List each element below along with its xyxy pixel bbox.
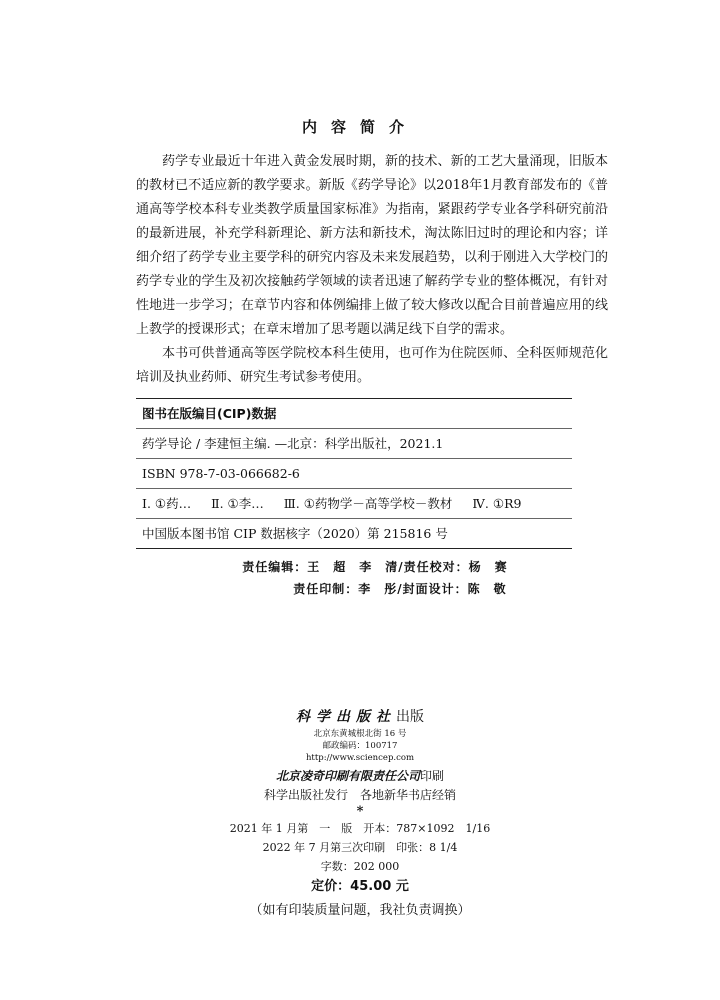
quality-notice: （如有印装质量问题，我社负责调换） <box>249 903 471 918</box>
printer-line <box>0 766 720 786</box>
publisher-line <box>0 706 720 728</box>
intro-paragraph-2: 本书可供普通高等医学院校本科生使用，也可作为住院医师、全科医师规范化培训及执业药师、研究生考试参考使用。 <box>136 346 608 385</box>
publisher-postcode: 邮政编码：100717 <box>322 741 398 751</box>
staff-line-editors: 责任编辑：王 超 李 清/责任校对：杨 赛 <box>242 560 508 574</box>
cip-heading: 图书在版编目(CIP)数据 <box>136 399 572 429</box>
page-title: 内容简介 <box>301 118 418 136</box>
publisher-suffix: 出版 <box>396 709 424 725</box>
staff-line-production: 责任印制：李 彤/封面设计：陈 敬 <box>293 582 507 596</box>
intro-text <box>136 150 608 390</box>
publisher-address: 北京东黄城根北街 16 号 <box>313 729 407 739</box>
printing-line: 2022 年 7 月第三次印刷 印张：8 1/4 <box>262 841 458 854</box>
cip-class-1: Ⅰ. ①药… <box>142 496 192 511</box>
separator-star: * <box>356 804 364 819</box>
cip-classification <box>136 489 572 519</box>
cip-verification: 中国版本图书馆 CIP 数据核字（2020）第 215816 号 <box>142 526 448 541</box>
cip-class-3: Ⅲ. ①药物学－高等学校－教材 <box>283 496 453 511</box>
cip-data-block <box>136 398 572 549</box>
publisher-url: http://www.sciencep.com <box>305 753 415 763</box>
cip-record: 药学导论 / 李建恒主编. —北京：科学出版社，2021.1 <box>136 429 572 459</box>
edition-line: 2021 年 1 月第 一 版 开本：787×1092 1/16 <box>229 822 491 835</box>
printer-name: 北京凌奇印刷有限责任公司 <box>275 769 420 783</box>
colophon <box>0 706 720 922</box>
cip-class-4: Ⅳ. ①R9 <box>472 496 522 511</box>
publisher-logo-text: 科学出版社 <box>296 709 396 725</box>
intro-paragraph-1: 药学专业最近十年进入黄金发展时期，新的技术、新的工艺大量涌现，旧版本的教材已不适应新的教学要求。新版《药学导论》以2018年1月教育部发布的《普通高等学校本科专业类教学质量国家标准》为指南，紧跟药学专业各学科研究前沿的最新进展，补充学科新理论、新方法和新技术，淘汰陈旧过时的理论和内容；详细介绍了药学专业主要学科的研究内容及未来发展趋势，以利于刚进入大学校门的药学专业的学生及初次接触药学领域的读者迅速了解药学专业的整体概况，有针对性地进一步学习；在章节内容和体例编排上做了较大修改以配合目前普遍应用的线上教学的授课形式；在章末增加了思考题以满足线下自学的需求。 <box>136 154 608 337</box>
cip-class-2: Ⅱ. ①李… <box>211 496 264 511</box>
cip-isbn: ISBN 978-7-03-066682-6 <box>136 459 572 489</box>
price-line: 定价：45.00 元 <box>311 879 409 894</box>
distribution-line: 科学出版社发行 各地新华书店经销 <box>263 788 456 802</box>
wordcount-line: 字数：202 000 <box>320 860 400 873</box>
printer-suffix: 印刷 <box>420 769 445 783</box>
